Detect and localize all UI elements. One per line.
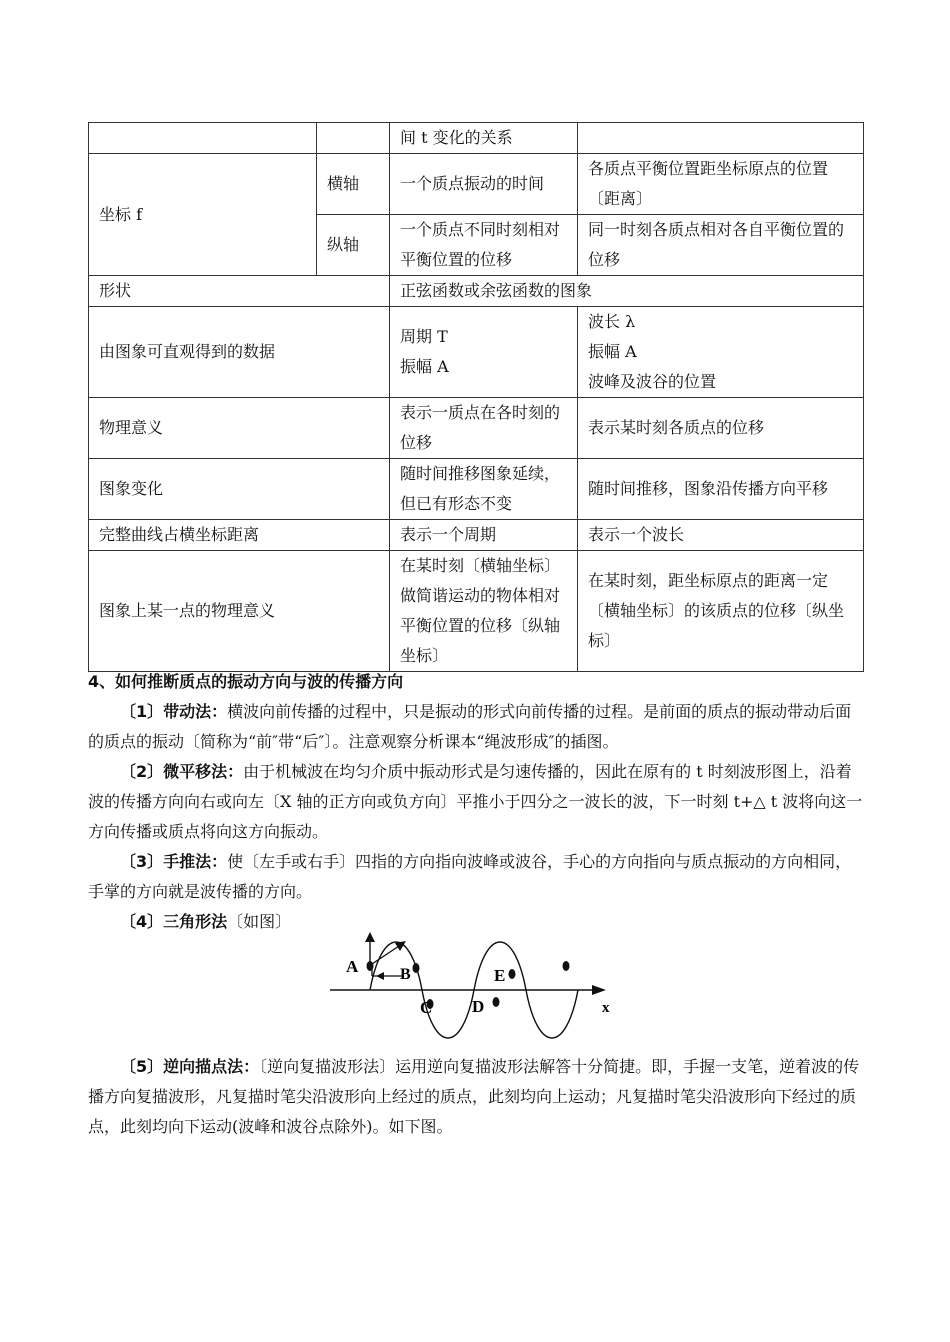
label-c: C [420,998,433,1017]
label-b: B [400,966,411,983]
point-e [509,969,516,979]
table-cell: 随时间推移，图象沿传播方向平移 [578,459,864,520]
table-cell [390,307,578,398]
point-a [367,961,374,971]
row-label-coordinate: 坐标 f [89,154,317,276]
method-3-label: 〔3〕手推法： [120,852,228,871]
table-cell: 间 t 变化的关系 [390,123,578,154]
triangle-method-figure [320,930,620,1042]
table-cell: 随时间推移图象延续，但已有形态不变 [390,459,578,520]
table-cell: 表示一个波长 [578,520,864,551]
label-d: D [472,997,485,1016]
label-a: A [346,957,359,976]
label-e: E [494,966,506,985]
row-label-meaning: 物理意义 [89,398,390,459]
velocity-arrowhead [365,932,375,942]
row-label-distance: 完整曲线占横坐标距离 [89,520,390,551]
table-cell: 表示一个周期 [390,520,578,551]
axis-horizontal: 横轴 [317,154,390,215]
row-label-change: 图象变化 [89,459,390,520]
method-5-text: 〔逆向复描波形法〕运用逆向复描波形法解答十分简捷。即，手握一支笔，逆着波的传播方向复描波形，凡复描时笔尖沿波形向上经过的质点，此刻均向上运动；凡复描时笔尖沿波形向下经过的质点，此刻均向下运动(波峰和波谷点除外)。如下图。 [88,1057,860,1136]
amplitude-text: 振幅 A [400,357,449,376]
table-cell: 在某时刻〔横轴坐标〕做简谐运动的物体相对平衡位置的位移〔纵轴坐标〕 [390,551,578,672]
table-cell: 一个质点振动的时间 [390,154,578,215]
comparison-table [88,122,864,672]
table-cell [578,123,864,154]
method-2-paragraph [88,757,863,847]
method-2-text: 由于机械波在均匀介质中振动形式是匀速传播的，因此在原有的 t 时刻波形图上，沿着波的传播方向向右或向左〔X 轴的正方向或负方向〕平推小于四分之一波长的波，下一时刻 t+△ t 波将向这一方向传播或质点将向这方向振动。 [88,762,863,841]
method-4-label: 〔4〕三角形法 [120,912,228,931]
label-x: x [602,1000,610,1016]
section-4-title: 4、如何推断质点的振动方向与波的传播方向 [88,672,404,691]
row-label-shape: 形状 [89,276,390,307]
method-2-label: 〔2〕微平移法： [120,762,244,781]
method-1-paragraph [88,697,863,757]
table-cell: 表示一质点在各时刻的位移 [390,398,578,459]
table-cell: 正弦函数或余弦函数的图象 [390,276,864,307]
table-cell: 表示某时刻各质点的位移 [578,398,864,459]
table-cell: 一个质点不同时刻相对平衡位置的位移 [390,215,578,276]
method-1-text: 横波向前传播的过程中，只是振动的形式向前传播的过程。是前面的质点的振动带动后面的质点的振动〔简称为“前″带“后″〕。注意观察分析课本“绳波形成″的插图。 [88,702,852,751]
crest-trough-text: 波峰及波谷的位置 [588,372,717,391]
method-3-text: 使〔左手或右手〕四指的方向指向波峰或波谷，手心的方向指向与质点振动的方向相同，手掌的方向就是波传播的方向。 [88,852,852,901]
axis-vertical: 纵轴 [317,215,390,276]
point-b [413,963,420,973]
row-label-point-meaning: 图象上某一点的物理意义 [89,551,390,672]
table-cell [317,123,390,154]
period-text: 周期 T [400,327,448,346]
amplitude-text: 振幅 A [588,342,637,361]
table-cell: 在某时刻，距坐标原点的距离一定〔横轴坐标〕的该质点的位移〔纵坐标〕 [578,551,864,672]
method-4-text: 〔如图〕 [227,912,292,931]
table-cell [578,307,864,398]
table-cell: 同一时刻各质点相对各自平衡位置的位移 [578,215,864,276]
method-3-paragraph [88,847,863,907]
method-5-label: 〔5〕逆向描点法： [120,1057,260,1076]
point-f [563,961,570,971]
row-label-data: 由图象可直观得到的数据 [89,307,390,398]
x-axis-arrowhead [592,985,606,995]
wavelength-text: 波长 λ [588,312,636,331]
method-5-paragraph [88,1052,863,1142]
point-d [493,997,500,1007]
method-1-label: 〔1〕带动法： [120,702,228,721]
table-cell [89,123,317,154]
triangle-base-arrowhead [376,972,384,980]
table-cell: 各质点平衡位置距坐标原点的位置〔距离〕 [578,154,864,215]
